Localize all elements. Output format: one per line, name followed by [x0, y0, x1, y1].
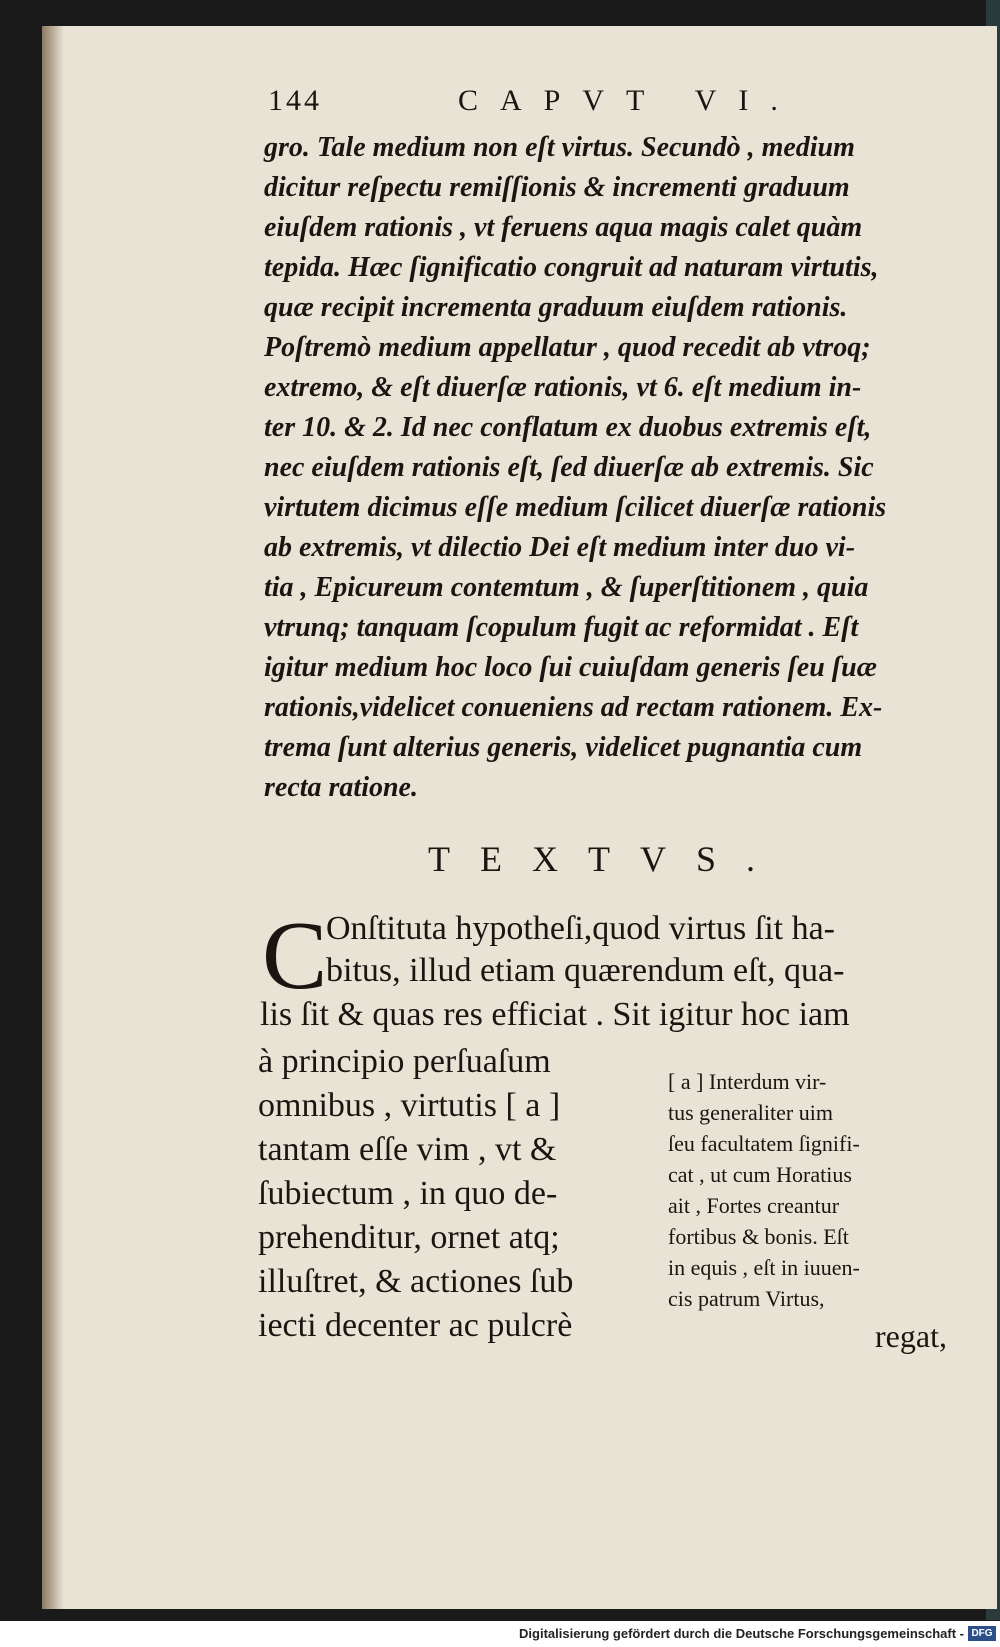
- text-line: Poſtremò medium appellatur , quod recedit ab vtroq;: [264, 332, 871, 363]
- text-line: Onſtituta hypotheſi,quod virtus ſit ha-: [326, 910, 836, 947]
- catchword: regat,: [875, 1318, 947, 1354]
- text-line: ſubiectum , in quo de-: [258, 1175, 558, 1212]
- text-line: tepida. Hæc ſignificatio congruit ad naturam virtutis,: [264, 252, 879, 283]
- running-title: CAPVT VI.: [458, 84, 800, 117]
- marginal-note: [668, 1066, 958, 1314]
- drop-cap: C: [262, 902, 328, 1010]
- text-line: à principio perſuaſum: [258, 1043, 551, 1080]
- text-line: vtrunq; tanquam ſcopulum fugit ac reformidat . Eſt: [264, 612, 859, 643]
- text-line: quæ recipit incrementa graduum eiuſdem rationis.: [264, 292, 848, 323]
- page-number: 144: [268, 84, 322, 117]
- dfg-logo-icon[interactable]: DFG: [968, 1626, 996, 1641]
- text-line: virtutem dicimus eſſe medium ſcilicet diuerſæ rationis: [264, 492, 887, 523]
- text-line: gro. Tale medium non eſt virtus. Secundò , medium: [264, 132, 855, 163]
- note-line: ait , Fortes creantur: [668, 1193, 840, 1218]
- note-line: [ a ] Interdum vir-: [668, 1069, 827, 1094]
- text-line: rationis,videlicet conueniens ad rectam rationem. Ex-: [264, 692, 883, 723]
- note-line: tus generaliter uim: [668, 1100, 833, 1125]
- note-line: ſeu facultatem ſignifi-: [668, 1131, 860, 1156]
- text-line: lis ſit & quas res efficiat . Sit igitur hoc iam: [260, 996, 850, 1033]
- funding-notice: Digitalisierung gefördert durch die Deutsche Forschungsgemeinschaft -: [519, 1626, 964, 1641]
- text-line: nec eiuſdem rationis eſt, ſed diuerſæ ab extremis. Sic: [264, 452, 874, 483]
- note-line: cis patrum Virtus,: [668, 1286, 825, 1311]
- text-line: eiuſdem rationis , vt feruens aqua magis calet quàm: [264, 212, 863, 243]
- text-line: tantam eſſe vim , vt &: [258, 1131, 557, 1168]
- note-line: in equis , eſt in iuuen-: [668, 1255, 860, 1280]
- text-line: dicitur reſpectu remiſſionis & incrementi graduum: [264, 172, 850, 203]
- note-line: fortibus & bonis. Eſt: [668, 1224, 849, 1249]
- text-line: tia , Epicureum contemtum , & ſuperſtitionem , quia: [264, 572, 869, 603]
- text-line: recta ratione.: [264, 772, 418, 803]
- commentary-text: [264, 128, 954, 808]
- main-text-column: [258, 1040, 638, 1348]
- text-line: igitur medium hoc loco ſui cuiuſdam generis ſeu ſuæ: [264, 652, 877, 683]
- note-line: cat , ut cum Horatius: [668, 1162, 852, 1187]
- section-heading: TEXTVS.: [428, 839, 785, 879]
- text-line: omnibus , virtutis [ a ]: [258, 1087, 561, 1124]
- text-line: prehenditur, ornet atq;: [258, 1219, 560, 1256]
- page-gutter-shadow: [42, 26, 64, 1609]
- text-line: illuſtret, & actiones ſub: [258, 1263, 574, 1300]
- text-line: extremo, & eſt diuerſæ rationis, vt 6. eſt medium in-: [264, 372, 862, 403]
- text-line: bitus, illud etiam quærendum eſt, qua-: [326, 952, 845, 989]
- text-line: iecti decenter ac pulcrè: [258, 1307, 573, 1344]
- text-line: ab extremis, vt dilectio Dei eſt medium inter duo vi-: [264, 532, 856, 563]
- text-line: trema ſunt alterius generis, videlicet pugnantia cum: [264, 732, 863, 763]
- text-line: ter 10. & 2. Id nec conflatum ex duobus extremis eſt,: [264, 412, 872, 443]
- footer-bar: [0, 1621, 1000, 1647]
